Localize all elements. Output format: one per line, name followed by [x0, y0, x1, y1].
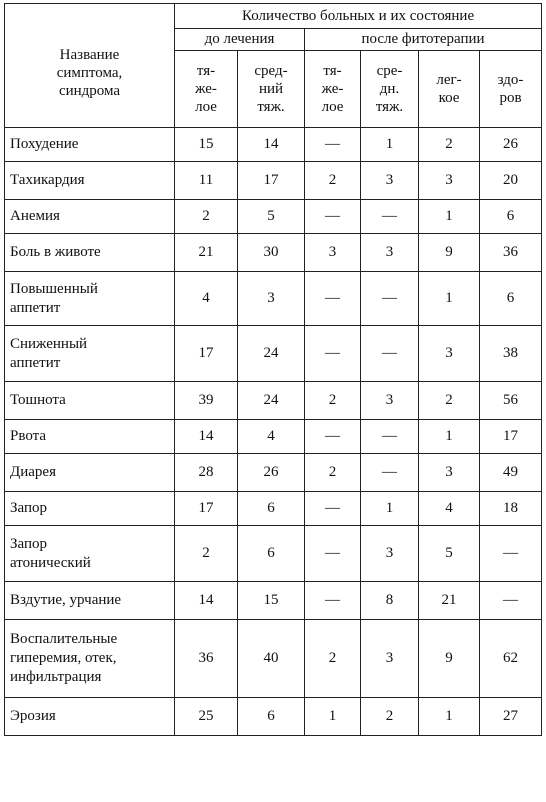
symptom-name-cell: Воспалительные гиперемия, отек, инфильтрация: [5, 620, 175, 698]
count-cell: 15: [175, 128, 238, 162]
header-symptom-name: Название симптома, синдрома: [5, 4, 175, 128]
count-cell: 28: [175, 454, 238, 492]
header-col-after-mild: лег- кое: [419, 51, 480, 128]
count-cell: 36: [480, 234, 542, 272]
symptom-name-cell: Повышенный аппетит: [5, 272, 175, 326]
count-cell: —: [305, 492, 361, 526]
symptom-name-cell: Сниженный аппетит: [5, 326, 175, 382]
header-col-after-healthy: здо- ров: [480, 51, 542, 128]
table-row: [5, 526, 542, 582]
count-cell: 17: [238, 162, 305, 200]
count-cell: 3: [361, 620, 419, 698]
count-cell: —: [305, 128, 361, 162]
count-cell: 25: [175, 698, 238, 736]
count-cell: 2: [419, 382, 480, 420]
count-cell: 2: [305, 382, 361, 420]
count-cell: 24: [238, 382, 305, 420]
count-cell: 3: [238, 272, 305, 326]
table-row: [5, 128, 542, 162]
symptom-name-cell: Эрозия: [5, 698, 175, 736]
count-cell: 1: [305, 698, 361, 736]
count-cell: 3: [419, 326, 480, 382]
count-cell: 1: [419, 200, 480, 234]
table-row: [5, 492, 542, 526]
count-cell: 14: [175, 582, 238, 620]
count-cell: 3: [361, 526, 419, 582]
symptom-table-page: [4, 3, 541, 799]
count-cell: 30: [238, 234, 305, 272]
count-cell: 1: [419, 272, 480, 326]
symptom-table: [4, 3, 542, 736]
count-cell: 49: [480, 454, 542, 492]
count-cell: 8: [361, 582, 419, 620]
count-cell: 1: [361, 128, 419, 162]
symptom-name-cell: Вздутие, урчание: [5, 582, 175, 620]
count-cell: —: [361, 200, 419, 234]
symptom-name-cell: Запор атонический: [5, 526, 175, 582]
symptom-name-cell: Диарея: [5, 454, 175, 492]
header-before-treatment: до лечения: [175, 29, 305, 51]
table-row: [5, 326, 542, 382]
count-cell: 6: [238, 492, 305, 526]
count-cell: 2: [305, 162, 361, 200]
table-row: [5, 234, 542, 272]
table-row: [5, 382, 542, 420]
header-col-after-moderate: сре- дн. тяж.: [361, 51, 419, 128]
count-cell: 2: [175, 526, 238, 582]
symptom-name-cell: Тошнота: [5, 382, 175, 420]
symptom-name-cell: Боль в животе: [5, 234, 175, 272]
count-cell: 3: [361, 162, 419, 200]
count-cell: —: [305, 272, 361, 326]
count-cell: 5: [419, 526, 480, 582]
count-cell: —: [305, 582, 361, 620]
table-row: [5, 420, 542, 454]
count-cell: 6: [238, 698, 305, 736]
count-cell: 5: [238, 200, 305, 234]
symptom-name-cell: Анемия: [5, 200, 175, 234]
symptom-name-cell: Похудение: [5, 128, 175, 162]
count-cell: 6: [238, 526, 305, 582]
count-cell: —: [361, 420, 419, 454]
count-cell: 56: [480, 382, 542, 420]
count-cell: 6: [480, 200, 542, 234]
count-cell: 1: [419, 698, 480, 736]
header-col-before-severe: тя- же- лое: [175, 51, 238, 128]
symptom-name-cell: Рвота: [5, 420, 175, 454]
count-cell: 14: [238, 128, 305, 162]
count-cell: 2: [305, 454, 361, 492]
count-cell: 38: [480, 326, 542, 382]
count-cell: 17: [175, 492, 238, 526]
count-cell: 18: [480, 492, 542, 526]
table-row: [5, 272, 542, 326]
count-cell: 4: [175, 272, 238, 326]
header-patient-count: Количество больных и их состояние: [175, 4, 542, 29]
count-cell: 40: [238, 620, 305, 698]
count-cell: —: [480, 582, 542, 620]
count-cell: 17: [480, 420, 542, 454]
header-after-phytotherapy: после фитотерапии: [305, 29, 542, 51]
count-cell: 9: [419, 620, 480, 698]
count-cell: 2: [305, 620, 361, 698]
count-cell: 3: [419, 162, 480, 200]
count-cell: 27: [480, 698, 542, 736]
count-cell: —: [305, 200, 361, 234]
count-cell: 15: [238, 582, 305, 620]
table-row: [5, 454, 542, 492]
count-cell: 2: [175, 200, 238, 234]
count-cell: 4: [238, 420, 305, 454]
count-cell: 3: [419, 454, 480, 492]
count-cell: —: [305, 326, 361, 382]
count-cell: —: [361, 326, 419, 382]
count-cell: 62: [480, 620, 542, 698]
count-cell: 24: [238, 326, 305, 382]
count-cell: 3: [361, 234, 419, 272]
count-cell: 20: [480, 162, 542, 200]
count-cell: 26: [480, 128, 542, 162]
count-cell: 6: [480, 272, 542, 326]
header-col-after-severe: тя- же- лое: [305, 51, 361, 128]
header-col-before-moderate: сред- ний тяж.: [238, 51, 305, 128]
table-row: [5, 200, 542, 234]
count-cell: —: [361, 454, 419, 492]
count-cell: —: [305, 526, 361, 582]
count-cell: 17: [175, 326, 238, 382]
table-row: [5, 162, 542, 200]
count-cell: 39: [175, 382, 238, 420]
count-cell: 4: [419, 492, 480, 526]
count-cell: 3: [361, 382, 419, 420]
count-cell: 1: [419, 420, 480, 454]
count-cell: 3: [305, 234, 361, 272]
count-cell: 26: [238, 454, 305, 492]
count-cell: 21: [175, 234, 238, 272]
symptom-name-cell: Тахикардия: [5, 162, 175, 200]
count-cell: 9: [419, 234, 480, 272]
count-cell: —: [305, 420, 361, 454]
count-cell: 1: [361, 492, 419, 526]
table-row: [5, 582, 542, 620]
table-row: [5, 698, 542, 736]
count-cell: —: [361, 272, 419, 326]
count-cell: 11: [175, 162, 238, 200]
count-cell: 2: [419, 128, 480, 162]
count-cell: —: [480, 526, 542, 582]
count-cell: 21: [419, 582, 480, 620]
table-row: [5, 620, 542, 698]
count-cell: 14: [175, 420, 238, 454]
count-cell: 2: [361, 698, 419, 736]
count-cell: 36: [175, 620, 238, 698]
symptom-name-cell: Запор: [5, 492, 175, 526]
